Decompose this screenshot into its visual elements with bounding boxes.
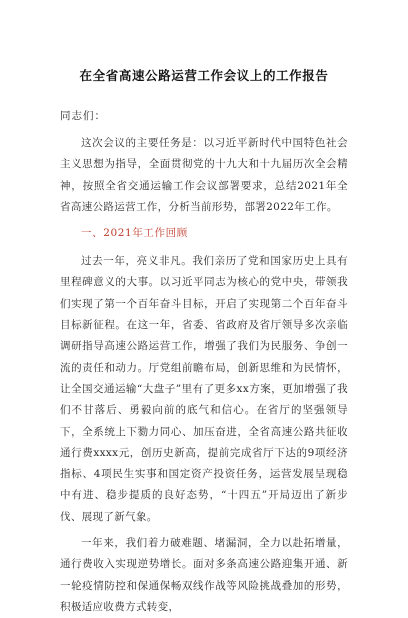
document-title: 在全省高速公路运营工作会议上的工作报告 <box>79 68 329 83</box>
paragraph-review: 过去一年，亮义非凡。我们亲历了党和国家历史上具有里程碑意义的大事。以习近平同志为核心的党中央，带领我们实现了第一个百年奋斗目标，开启了实现第二个百年奋斗目标新征程。在这一年，省委、省政府及省厅领导多次亲临调研指导高速公路运营工作，增强了我们为民服务、争创一流的责任和动力。厅党组前瞻布局，创新思维和为民情怀，让全国交通运输“大盘子”里有了更多xx方案，更加增强了我们不甘落后、勇毅向前的底气和信心。在省厅的坚强领导下，全系统上下勠力同心、加压奋进，全省高速公路共征收通行费xxxx元，创历史新高，提前完成省厅下达的9项经济指标、4项民生实事和国定资产投资任务，运营发展呈现稳中有进、稳步提质的良好态势，“十四五”开局迈出了新步伐、展现了新气象。 <box>60 255 348 523</box>
section-heading: 一、2021年工作回顾 <box>81 227 188 240</box>
salutation: 同志们： <box>60 110 106 122</box>
paragraph-year: 一年来，我们着力破难题、堵漏洞，全力以赴拓增量，通行费收入实现逆势增长。面对多条高速公路迎集开通、新一轮疫情防控和保通保畅双线作战等风险挑战叠加的形势，积极适应收费方式转变， <box>60 537 348 613</box>
paragraph-intro: 这次会议的主要任务是：以习近平新时代中国特色社会主义思想为指导，全面贯彻党的十九大和十九届历次全会精神，按照全省交通运输工作会议部署要求，总结2021年全省高速公路运营工作，分析当前形势，部署2022年工作。 <box>60 137 348 213</box>
